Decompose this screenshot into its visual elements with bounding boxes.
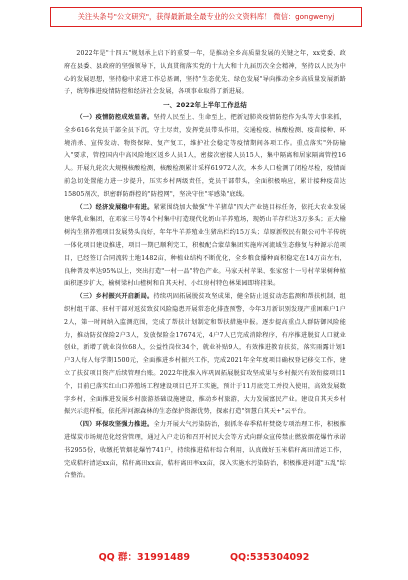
paragraph-text: 紧紧围绕加大做强"牛羊猪草"四大产业链目标任务，依托大农业发展建华乳业集团，在邓家三号等4个村集中打造现代化奶山羊养殖场，现奶山羊存栏达3万多头；正大榆树沟生猪养殖项目发展势头良好，年年牛羊养殖业生猪出栏约15万头；草原新牧民有限公司牛羊传统一体化项目建设推进，项目一期已顺利完工，积极配合蒙草集团实施库河流域生态修复与种源示范项目，已经签订合同流转土地1482亩，种植业结构不断优化，全乡粮食播种面积稳定在14万亩左右，良种普及率达95%以上，突出打造"一村一品"特色产业。马家天村苹果、张家窑十一号村苹果树种植面积逐步扩大，榆树梁村山楂树和自其天村、小红房村特色林果园即将挂果。 bbox=[64, 203, 346, 288]
paragraph-text: 2022年是"十四五"规划承上启下的重要一年，是推动全乡高质量发展的关键之年，xx党委、政府在县委、县政府的坚强领导下，认真贯彻落实党的十九大和十九届历次全会精神，坚持以人民为中心的发展思想，坚持稳中求进工作总基调，坚持"生态优先、绿色发展"导向推动全乡高质量发展新路子，统筹推进疫情防控和经济社会发展，各项事业取得了新进展。 bbox=[64, 50, 346, 96]
subsection-title: （三）乡村振兴开启新局。 bbox=[76, 293, 154, 301]
paragraph-text: 全力开展大气污染防治，狠抓冬春季秸秆焚烧专项治理工作，积极推进煤炭市场规范化经营管理，通过入户走访和召开村民大会等方式向群众宣传禁止燃放烟花爆竹承诺书2955份，收缴托管烟花爆竹741户，持续推进秸秆综合利用，认真做好玉米秸秆离田清运工作，完成秸秆清运xx亩，秸秆离田xx亩，秸秆离田率xx亩，深入实施水污染防治，积极推进河道"五乱"综合整治。 bbox=[64, 421, 346, 480]
section-heading: 一、2022年上半年工作总结 bbox=[163, 101, 247, 110]
promo-banner: 关注头条号"公文研究"，获得最新最全最专业的公文资料库！ 微信：gongwenyj bbox=[50, 7, 362, 27]
document-body bbox=[64, 48, 346, 483]
footer-contact bbox=[0, 548, 408, 568]
body-paragraph bbox=[64, 202, 346, 292]
footer-qq: QQ:535304092 bbox=[229, 552, 310, 563]
footer-qq-group: QQ 群：31991489 bbox=[98, 552, 190, 563]
paragraph-text: 坚持人民至上、生命至上，把新冠肺炎疫情防控作为头等大事来抓，全乡616名党员干部全员下沉，守土尽责，发挥党员带头作用，交通检疫、核酸检测、疫苗接种、环境消杀、宣传发动、物资保障、复产复工，维护社会稳定等疫情期间各项工作。重点落实"外防输入"要求，管控国内中高风险地区返乡人员1人，密接次密接人员15人，集中隔离和居家隔离管控16人。开展九轮次大规模核酸检测，核酸检测累计采样61972人次，本乡人口检测了闭检尽检，疫情面前急切处置能力进一步提升，压实乡村两级责任，党员干部带头，全面积极响应，累计接种疫苗达15805剂次，织密群防群控的"防控网"，坚决守住"零感染"底线。 bbox=[64, 113, 346, 198]
body-paragraph bbox=[64, 291, 346, 419]
body-paragraph bbox=[64, 419, 346, 483]
body-paragraph bbox=[64, 112, 346, 202]
body-paragraph bbox=[64, 48, 346, 99]
subsection-title: （一）疫情防控成效显著。 bbox=[76, 113, 154, 121]
paragraph-text: 持续巩固拓展脱贫攻坚成果，健全防止返贫动态监测和帮扶机制，组织村组干部、驻村干部对返贫致贫风险隐患开展常态化排查预警，今年3月新识别发现产重困难户1户2人，第一时间纳入监测范围，完成了帮扶计划制定和帮扶措施申报。逐步提高重点人群防御风险能力，推动防贫保险2户3人，发放保险金17674元，4户7人已完成消除程序，有序推进脱贫人口就业创业，新增了就业岗位68人，公益性岗位34个，就业补贴9人，有效推进教育扶贫，落实雨露计划1户3人每人每学期1500元，全面推进乡村振兴工作，完成2021年全年度项目确权登记移交工作，建立了扶贫项目资产后续管理台账。2022年批准入库巩固拓展脱贫攻坚成果与乡村振兴有效衔接项目1个，目前已落实红山口养殖场工程建设项目已开工实施，预计于11月底完工并投入使用，高效发展数字乡村，全面推进发展乡村旅游基础设施建设，推动乡村旅游，大力发展富民产业。建设自其天乡村振兴示范样板，依托浑河源森林的生态保护资源优势，探索打造"智慧白其天+"云平台。 bbox=[64, 293, 346, 416]
subsection-title: （四）环保攻坚强力推进。 bbox=[76, 421, 154, 429]
subsection-title: （二）经济发展稳中有进。 bbox=[76, 203, 154, 211]
